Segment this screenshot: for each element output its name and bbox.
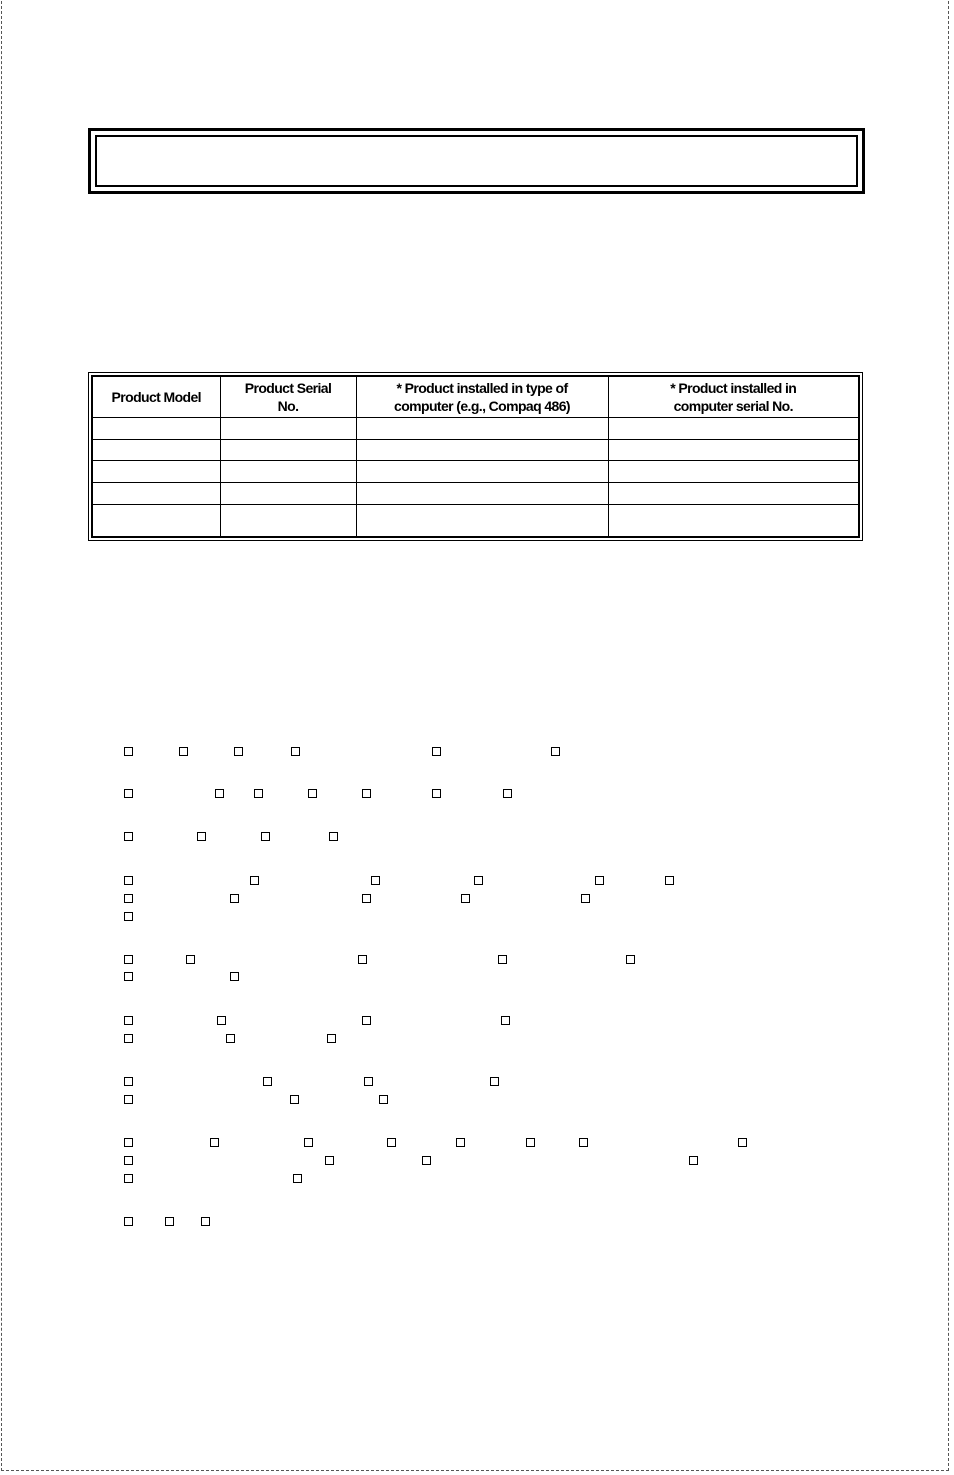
checkbox-q4-11[interactable]	[581, 894, 590, 903]
table-header-row	[92, 376, 859, 418]
checkbox-q8-5[interactable]	[456, 1138, 465, 1147]
checkbox-q5-4[interactable]	[498, 955, 507, 964]
column-header-computer-serial: * Product installed in computer serial No.	[608, 376, 859, 418]
checkbox-q4-9[interactable]	[362, 894, 371, 903]
table-row	[92, 418, 859, 440]
table-cell[interactable]	[220, 461, 356, 483]
checkbox-q4-10[interactable]	[461, 894, 470, 903]
checkbox-q6-4[interactable]	[501, 1016, 510, 1025]
checkbox-q6-3[interactable]	[362, 1016, 371, 1025]
checkbox-q7-7[interactable]	[379, 1095, 388, 1104]
checkbox-q6-2[interactable]	[217, 1016, 226, 1025]
checkbox-q1-1[interactable]	[124, 747, 133, 756]
checkbox-q1-4[interactable]	[291, 747, 300, 756]
checkbox-q8-7[interactable]	[579, 1138, 588, 1147]
checkbox-q4-12[interactable]	[124, 912, 133, 921]
checkbox-q4-5[interactable]	[595, 876, 604, 885]
checkbox-q9-3[interactable]	[201, 1217, 210, 1226]
checkbox-q2-5[interactable]	[362, 789, 371, 798]
table-cell[interactable]	[356, 418, 608, 440]
checkbox-q9-2[interactable]	[165, 1217, 174, 1226]
checkbox-q5-5[interactable]	[626, 955, 635, 964]
table-cell[interactable]	[356, 483, 608, 505]
table-cell[interactable]	[220, 504, 356, 537]
column-header-computer-type: * Product installed in type of computer (e.g., Compaq 486)	[356, 376, 608, 418]
checkbox-q8-13[interactable]	[124, 1174, 133, 1183]
title-box	[88, 128, 865, 194]
checkbox-q8-2[interactable]	[210, 1138, 219, 1147]
checkbox-q3-3[interactable]	[261, 832, 270, 841]
table-row	[92, 461, 859, 483]
table-cell[interactable]	[608, 483, 859, 505]
registration-table-frame	[88, 372, 863, 541]
registration-table	[91, 375, 860, 538]
checkbox-q7-6[interactable]	[290, 1095, 299, 1104]
checkbox-q8-4[interactable]	[387, 1138, 396, 1147]
checkbox-q7-3[interactable]	[364, 1077, 373, 1086]
table-cell[interactable]	[92, 461, 220, 483]
checkbox-q8-9[interactable]	[124, 1156, 133, 1165]
checkbox-q4-8[interactable]	[230, 894, 239, 903]
table-cell[interactable]	[220, 483, 356, 505]
title-box-inner-frame	[95, 135, 858, 187]
table-cell[interactable]	[92, 504, 220, 537]
checkbox-q8-1[interactable]	[124, 1138, 133, 1147]
checkbox-q7-5[interactable]	[124, 1095, 133, 1104]
checkbox-q3-2[interactable]	[197, 832, 206, 841]
checkbox-q2-3[interactable]	[254, 789, 263, 798]
checkbox-q8-10[interactable]	[325, 1156, 334, 1165]
checkbox-q6-7[interactable]	[327, 1034, 336, 1043]
checkbox-q4-2[interactable]	[250, 876, 259, 885]
table-cell[interactable]	[92, 439, 220, 461]
page-border	[1, 1, 949, 1471]
table-cell[interactable]	[608, 439, 859, 461]
column-header-product-serial: Product Serial No.	[220, 376, 356, 418]
checkbox-q4-7[interactable]	[124, 894, 133, 903]
table-cell[interactable]	[356, 439, 608, 461]
checkbox-q4-1[interactable]	[124, 876, 133, 885]
table-cell[interactable]	[608, 418, 859, 440]
table-row	[92, 439, 859, 461]
checkbox-q5-7[interactable]	[230, 972, 239, 981]
table-cell[interactable]	[608, 504, 859, 537]
checkbox-q8-3[interactable]	[304, 1138, 313, 1147]
checkbox-q4-3[interactable]	[371, 876, 380, 885]
table-cell[interactable]	[608, 461, 859, 483]
table-row	[92, 504, 859, 537]
checkbox-q8-8[interactable]	[738, 1138, 747, 1147]
checkbox-q2-1[interactable]	[124, 789, 133, 798]
checkbox-q2-7[interactable]	[503, 789, 512, 798]
checkbox-q8-14[interactable]	[293, 1174, 302, 1183]
checkbox-q8-6[interactable]	[526, 1138, 535, 1147]
checkbox-q4-4[interactable]	[474, 876, 483, 885]
checkbox-q1-2[interactable]	[179, 747, 188, 756]
checkbox-q6-1[interactable]	[124, 1016, 133, 1025]
table-cell[interactable]	[220, 418, 356, 440]
checkbox-q7-4[interactable]	[490, 1077, 499, 1086]
checkbox-q5-6[interactable]	[124, 972, 133, 981]
checkbox-q7-1[interactable]	[124, 1077, 133, 1086]
checkbox-q1-6[interactable]	[551, 747, 560, 756]
checkbox-q2-6[interactable]	[432, 789, 441, 798]
table-cell[interactable]	[220, 439, 356, 461]
checkbox-q6-6[interactable]	[226, 1034, 235, 1043]
checkbox-q9-1[interactable]	[124, 1217, 133, 1226]
table-cell[interactable]	[356, 461, 608, 483]
checkbox-q2-2[interactable]	[215, 789, 224, 798]
checkbox-q3-4[interactable]	[329, 832, 338, 841]
checkbox-q3-1[interactable]	[124, 832, 133, 841]
checkbox-q8-12[interactable]	[689, 1156, 698, 1165]
table-cell[interactable]	[92, 418, 220, 440]
checkbox-q2-4[interactable]	[308, 789, 317, 798]
checkbox-q4-6[interactable]	[665, 876, 674, 885]
column-header-product-model: Product Model	[92, 376, 220, 418]
checkbox-q1-3[interactable]	[234, 747, 243, 756]
table-cell[interactable]	[356, 504, 608, 537]
checkbox-q5-2[interactable]	[186, 955, 195, 964]
table-cell[interactable]	[92, 483, 220, 505]
checkbox-q6-5[interactable]	[124, 1034, 133, 1043]
checkbox-q1-5[interactable]	[432, 747, 441, 756]
table-row	[92, 483, 859, 505]
checkbox-q5-1[interactable]	[124, 955, 133, 964]
checkbox-q8-11[interactable]	[422, 1156, 431, 1165]
checkbox-q5-3[interactable]	[358, 955, 367, 964]
checkbox-q7-2[interactable]	[263, 1077, 272, 1086]
